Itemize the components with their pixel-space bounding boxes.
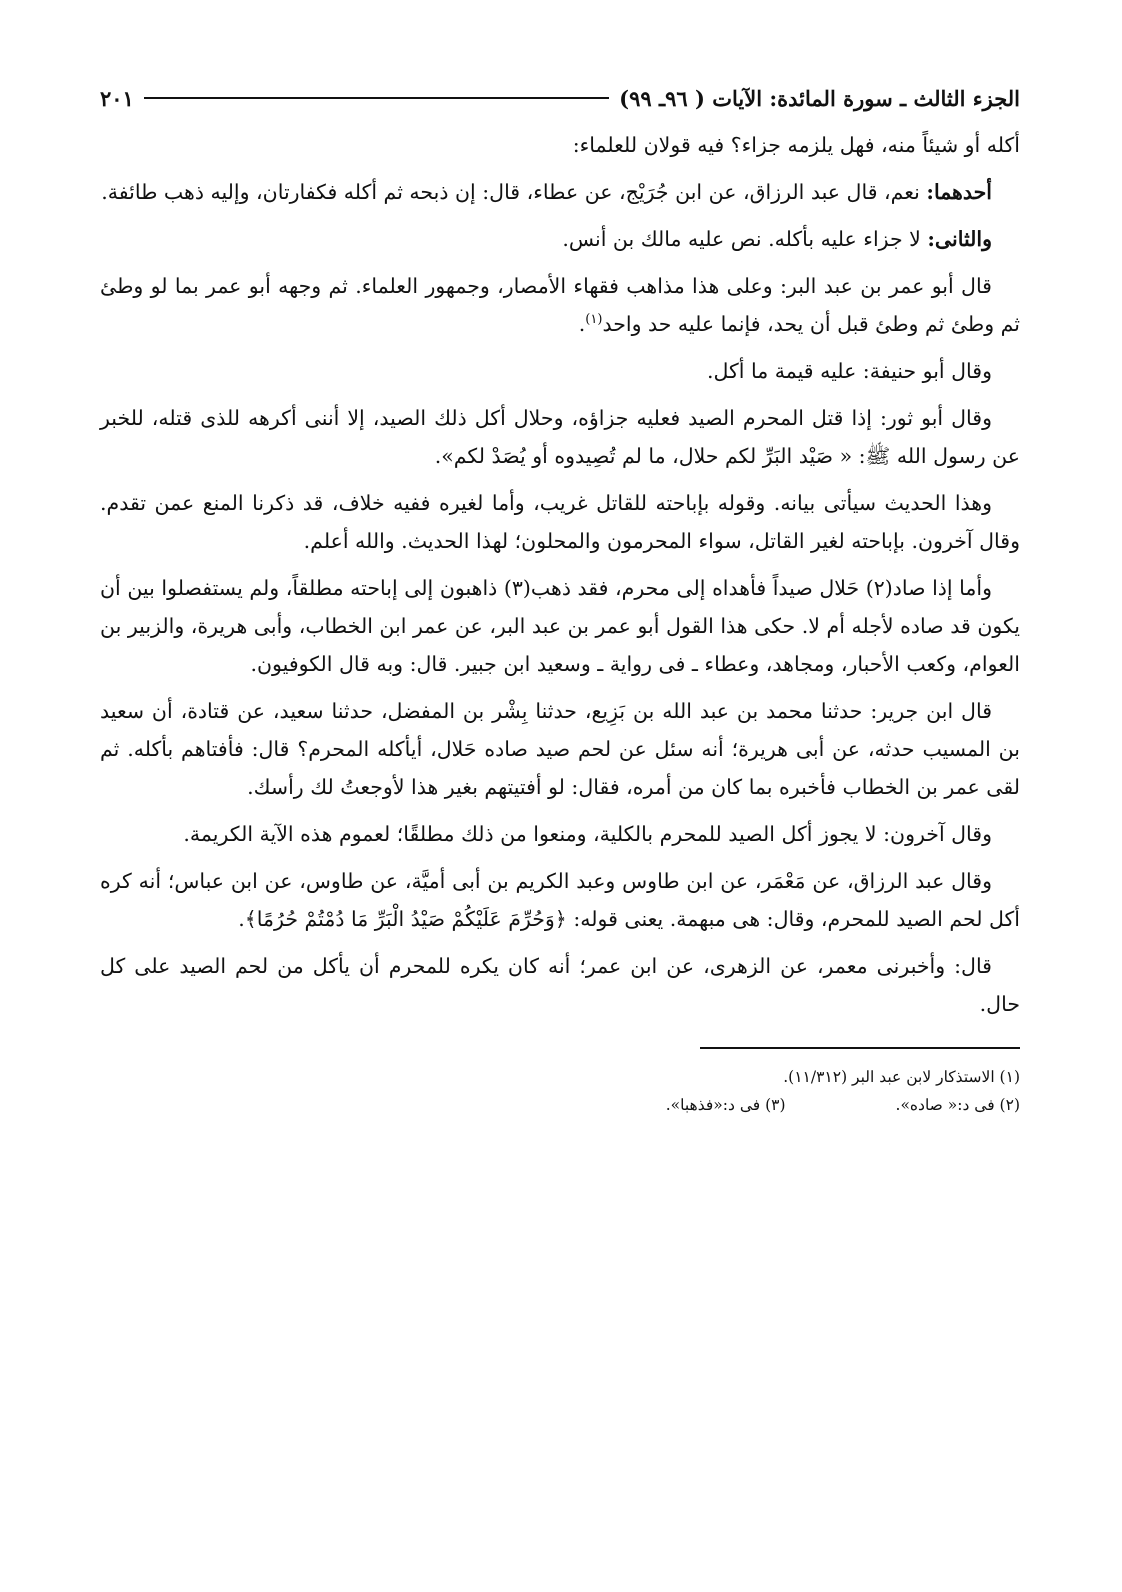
paragraph-11: وقال عبد الرزاق، عن مَعْمَر، عن ابن طاوس وعبد الكريم بن أبى أميَّة، عن طاوس، عن ابن عباس؛ أنه كره أكل لحم الصيد للمحرم، وقال: هى مبهمة. يعنى قوله: ﴿وَحُرِّمَ عَلَيْكُمْ صَيْدُ الْبَرِّ مَا دُمْتُمْ حُرُمًا﴾.: [100, 869, 1020, 931]
footnote-2: (٢) فى د:« صاده».: [895, 1096, 1020, 1114]
paragraph-9: قال ابن جرير: حدثنا محمد بن عبد الله بن بَزِيع، حدثنا بِشْر بن المفضل، حدثنا سعيد، عن قتادة، أن سعيد بن المسيب حدثه، عن أبى هريرة؛ أنه سئل عن لحم صيد صاده حَلال، أيأكله المحرم؟ قال: فأفتاهم بأكله. ثم لقى عمر بن الخطاب فأخبره بما كان من أمره، فقال: لو أفتيتهم بغير هذا لأوجعتُ لك رأسك.: [100, 699, 1020, 799]
paragraph-5: وقال أبو حنيفة: عليه قيمة ما أكل.: [707, 359, 992, 383]
running-header: [100, 78, 1020, 118]
paragraph-3: والثانى: لا جزاء عليه بأكله. نص عليه مالك بن أنس.: [562, 227, 992, 251]
footnote-1: (١) الاستذكار لابن عبد البر (١١/٣١٢).: [783, 1068, 1020, 1086]
footnote-ref-1: (١): [585, 312, 603, 328]
footnote-rule: [700, 1047, 1020, 1049]
paragraph-2: أحدهما: نعم، قال عبد الرزاق، عن ابن جُرَيْج، عن عطاء، قال: إن ذبحه ثم أكله فكفارتان، وإليه ذهب طائفة.: [101, 180, 992, 204]
header-title: الجزء الثالث ـ سورة المائدة: الآيات ( ٩٦ـ ٩٩): [619, 85, 1020, 111]
page-number: ٢٠١: [100, 85, 134, 111]
paragraph-12: قال: وأخبرنى معمر، عن الزهرى، عن ابن عمر؛ أنه كان يكره للمحرم أن يأكل من لحم الصيد على كل حال.: [100, 954, 1020, 1016]
footnote-3: (٣) فى د:«فذهبا».: [665, 1096, 786, 1114]
header-rule: [144, 97, 609, 99]
paragraph-10: وقال آخرون: لا يجوز أكل الصيد للمحرم بالكلية، ومنعوا من ذلك مطلقًا؛ لعموم هذه الآية الكريمة.: [183, 822, 992, 846]
main-text: [100, 126, 1020, 1023]
footnotes: [100, 1063, 1020, 1119]
paragraph-7: وهذا الحديث سيأتى بيانه. وقوله بإباحته للقاتل غريب، وأما لغيره ففيه خلاف، قد ذكرنا المنع عمن تقدم. وقال آخرون. بإباحته لغير القاتل، سواء المحرمون والمحلون؛ لهذا الحديث. والله أعلم.: [100, 491, 1020, 553]
paragraph-8: وأما إذا صاد(٢) حَلال صيداً فأهداه إلى محرم، فقد ذهب(٣) ذاهبون إلى إباحته مطلقاً، ولم يستفصلوا بين أن يكون قد صاده لأجله أم لا. حكى هذا القول أبو عمر بن عبد البر، عن عمر ابن الخطاب، وأبى هريرة، والزبير بن العوام، وكعب الأحبار، ومجاهد، وعطاء ـ فى رواية ـ وسعيد ابن جبير. قال: وبه قال الكوفيون.: [100, 576, 1020, 676]
footnote-row: [100, 1091, 1020, 1119]
paragraph-1: أكله أو شيئاً منه، فهل يلزمه جزاء؟ فيه قولان للعلماء:: [572, 133, 1020, 157]
paragraph-6: وقال أبو ثور: إذا قتل المحرم الصيد فعليه جزاؤه، وحلال أكل ذلك الصيد، إلا أننى أكرهه للذى قتله، للخبر عن رسول الله ﷺ: « صَيْد البَرِّ لكم حلال، ما لم تُصِيدوه أو يُصَدْ لكم».: [100, 406, 1020, 468]
paragraph-lead: أحدهما:: [926, 180, 992, 204]
paragraph-lead: والثانى:: [927, 227, 992, 251]
paragraph-4: قال أبو عمر بن عبد البر: وعلى هذا مذاهب فقهاء الأمصار، وجمهور العلماء. ثم وجهه أبو عمر بما لو وطئ ثم وطئ ثم وطئ قبل أن يحد، فإنما عليه حد واحد$^{(١)}$.: [100, 274, 1020, 336]
book-page: [100, 78, 1020, 1558]
